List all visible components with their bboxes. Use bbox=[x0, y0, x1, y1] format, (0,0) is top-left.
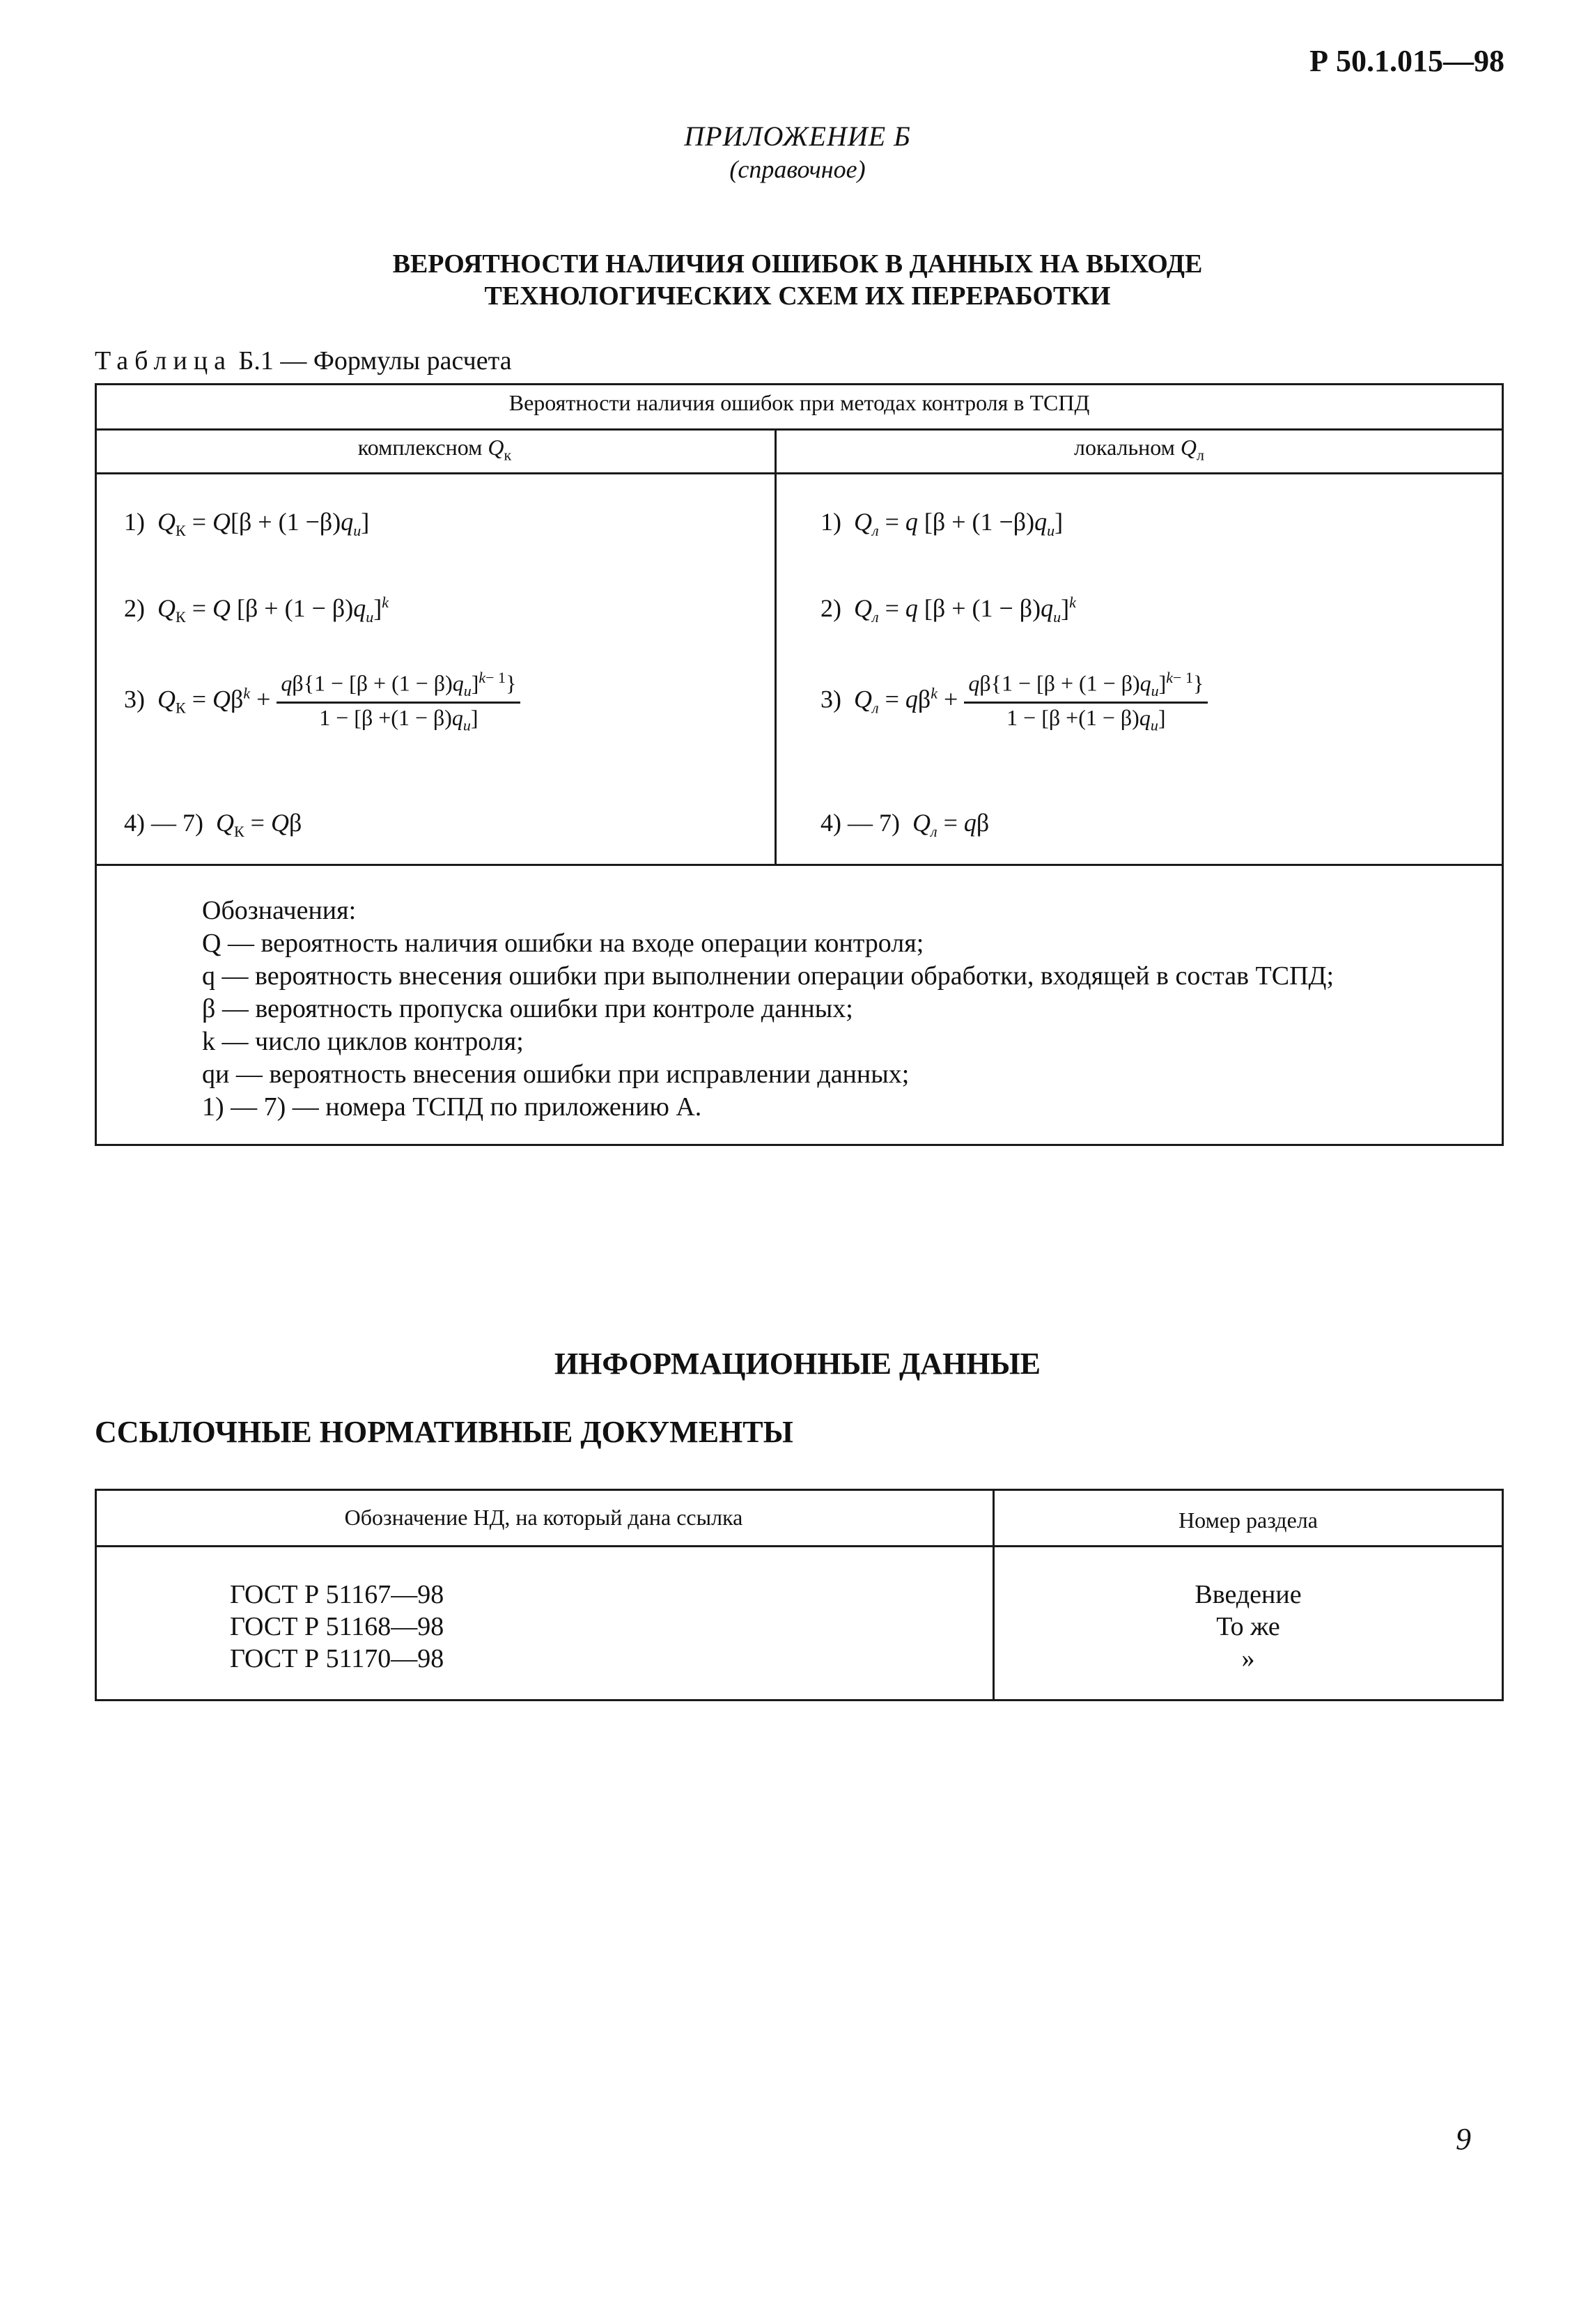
legend-line: k — число циклов контроля; bbox=[202, 1027, 524, 1056]
table-row-section: Введение bbox=[1195, 1580, 1302, 1609]
legend-line: 1) — 7) — номера ТСПД по приложению А. bbox=[202, 1092, 702, 1122]
table-header: Вероятности наличия ошибок при методах контроля в ТСПД bbox=[508, 390, 1090, 415]
formula-local-2: 2) $Q_л = q$ $[\beta + (1 - \beta)q_и]^k$ bbox=[820, 594, 1076, 626]
section-title-line-2: ТЕХНОЛОГИЧЕСКИХ СХЕМ ИХ ПЕРЕРАБОТКИ bbox=[484, 281, 1111, 311]
column-header-local-subscript: л bbox=[1196, 446, 1204, 464]
formula-local-3: 3) $Q_л = q\beta^k$ + $\frac{q\beta\{1 - [\beta + (1 - \beta)q_и]^{k- 1}\}}{1 - [\beta +(1 - \beta)q_и]}$ bbox=[820, 669, 1208, 734]
legend-line: β — вероятность пропуска ошибки при контроле данных; bbox=[202, 994, 853, 1023]
refs-col1-header: Обозначение НД, на который дана ссылка bbox=[344, 1505, 743, 1530]
fraction: $\frac{q\beta\{1 - [\beta + (1 - \beta)q_и]^{k- 1}\}}{1 - [\beta +(1 - \beta)q_и]}$ bbox=[964, 669, 1208, 734]
document-number: Р 50.1.015—98 bbox=[1309, 44, 1504, 78]
formula-complex-3: 3) $Q_К = Q\beta^k$ + $\frac{q\beta\{1 - [\beta + (1 - \beta)q_и]^{k- 1}\}}{1 - [\beta +(1 - \beta)q_и]}$ bbox=[124, 669, 520, 734]
formula-local-4-7: 4) — 7) $Q_л = q\beta$ bbox=[820, 809, 990, 841]
column-header-complex-label: комплексном bbox=[357, 435, 483, 460]
table-divider bbox=[775, 428, 777, 865]
column-header-complex-subscript: к bbox=[504, 446, 512, 464]
legend-title: Обозначения: bbox=[202, 896, 357, 925]
table-row-doc: ГОСТ Р 51170—98 bbox=[230, 1644, 444, 1673]
info-title: ИНФОРМАЦИОННЫЕ ДАННЫЕ bbox=[554, 1347, 1041, 1381]
appendix-title: ПРИЛОЖЕНИЕ Б bbox=[684, 121, 911, 152]
column-header-local bbox=[775, 435, 1504, 464]
column-header-complex bbox=[95, 435, 775, 464]
table-divider bbox=[95, 1545, 1504, 1547]
table-divider bbox=[95, 428, 1504, 431]
table-caption-text: Б.1 — Формулы расчета bbox=[238, 346, 512, 375]
table-row-section: То же bbox=[1216, 1612, 1280, 1641]
notation-legend bbox=[202, 894, 1334, 1124]
table-row-doc: ГОСТ Р 51168—98 bbox=[230, 1612, 444, 1641]
table-row-doc: ГОСТ Р 51167—98 bbox=[230, 1580, 444, 1609]
refs-doc-list bbox=[230, 1579, 444, 1675]
formula-complex-1: 1) $Q_К = Q[\beta + (1 -\beta)q_и]$ bbox=[124, 508, 370, 540]
refs-title: ССЫЛОЧНЫЕ НОРМАТИВНЫЕ ДОКУМЕНТЫ bbox=[95, 1415, 793, 1449]
legend-line: q — вероятность внесения ошибки при выполнении операции обработки, входящей в состав ТСПД; bbox=[202, 961, 1335, 991]
appendix-subtitle: (справочное) bbox=[729, 155, 866, 183]
formula-complex-4-7: 4) — 7) $Q_К = Q\beta$ bbox=[124, 809, 302, 841]
page-number: 9 bbox=[1456, 2122, 1471, 2156]
column-header-local-symbol: Q bbox=[1180, 435, 1197, 460]
table-divider bbox=[95, 472, 1504, 474]
table-caption bbox=[95, 346, 512, 376]
refs-section-list bbox=[993, 1579, 1504, 1675]
formula-local-1: 1) $Q_л = q$ $[\beta + (1 -\beta)q_и]$ bbox=[820, 508, 1064, 540]
formula-complex-2: 2) $Q_К = Q$ $[\beta + (1 - \beta)q_и]^k$ bbox=[124, 594, 389, 626]
legend-line: qи — вероятность внесения ошибки при исправлении данных; bbox=[202, 1060, 910, 1089]
table-row-section: » bbox=[1241, 1644, 1255, 1673]
column-header-complex-symbol: Q bbox=[488, 435, 504, 460]
table-caption-prefix: Таблица bbox=[95, 346, 233, 375]
refs-col2-header: Номер раздела bbox=[1178, 1508, 1318, 1533]
table-divider bbox=[95, 864, 1504, 866]
fraction: $\frac{q\beta\{1 - [\beta + (1 - \beta)q_и]^{k- 1}\}}{1 - [\beta +(1 - \beta)q_и]}$ bbox=[277, 669, 520, 734]
section-title-line-1: ВЕРОЯТНОСТИ НАЛИЧИЯ ОШИБОК В ДАННЫХ НА ВЫХОДЕ bbox=[392, 249, 1203, 279]
legend-line: Q — вероятность наличия ошибки на входе операции контроля; bbox=[202, 929, 924, 958]
section-title bbox=[0, 248, 1595, 312]
column-header-local-label: локальном bbox=[1074, 435, 1175, 460]
